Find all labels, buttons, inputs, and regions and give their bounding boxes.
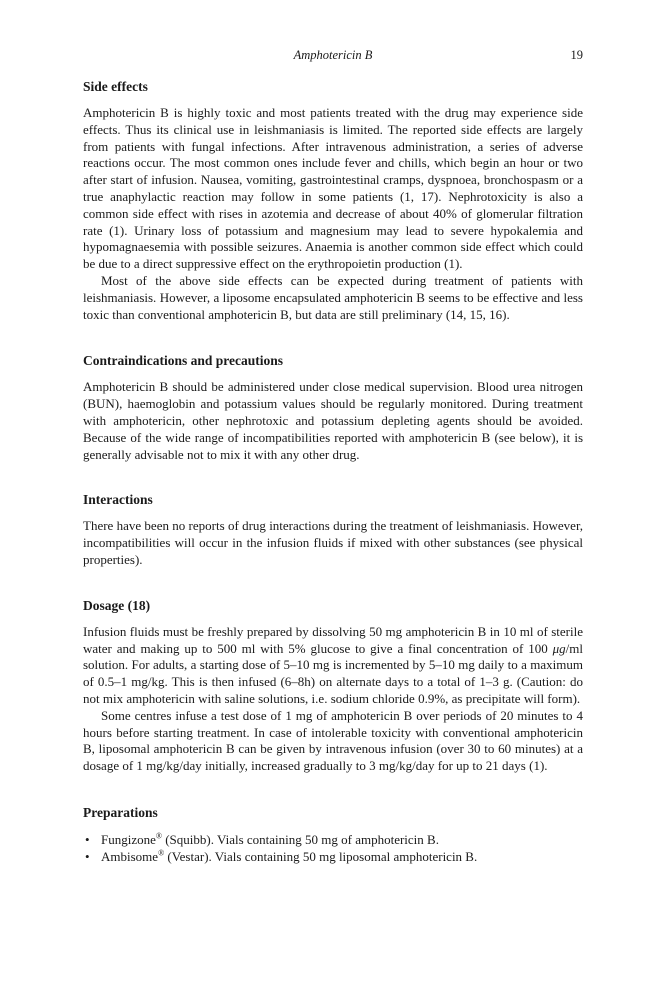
product-name: Ambisome	[101, 848, 159, 864]
section-heading: Dosage (18)	[83, 597, 151, 613]
section-heading: Contraindications and precautions	[83, 353, 284, 369]
section-interactions	[83, 492, 583, 568]
product-description: (Squibb). Vials containing 50 mg of amphotericin B.	[161, 831, 439, 847]
text-run: /ml solution. For adults, a starting dose of 5–10 mg is incremented by 5–10 mg daily to a maximum of 0.5–1 mg/kg. This is then infused (6–8h) on alternate days to a total of 1–3 g. (Caution: do not mix amphotericin with saline solutions, i.e. sodium chloride 0.9%, as precipitate will form).	[83, 640, 583, 706]
product-description: (Vestar). Vials containing 50 mg liposomal amphotericin B.	[164, 848, 478, 864]
paragraph: Amphotericin B should be administered under close medical supervision. Blood urea nitrogen (BUN), haemoglobin and potassium values should be regularly monitored. During treatment with amphotericin, other nephrotoxic and potassium depleting agents should be avoided. Because of the wide range of incompatibilities reported with amphotericin B (see below), it is generally advisable not to mix it with any other drug.	[83, 379, 583, 462]
text-run: Infusion fluids must be freshly prepared by dissolving 50 mg amphotericin B in 10 ml of sterile water and making up to 500 ml with 5% glucose to give a final concentration of 100	[83, 623, 583, 656]
section-heading: Interactions	[83, 492, 153, 508]
section-heading: Preparations	[83, 804, 158, 820]
product-name: Fungizone	[101, 831, 156, 847]
section-side-effects	[83, 79, 583, 323]
running-title: Amphotericin B	[293, 48, 373, 62]
list-item	[83, 831, 583, 848]
paragraph: There have been no reports of drug interactions during the treatment of leishmaniasis. However, incompatibilities will occur in the infusion fluids if mixed with other substances (see physical properties).	[83, 518, 583, 567]
paragraph: Most of the above side effects can be expected during treatment of patients with leishmaniasis. However, a liposome encapsulated amphotericin B seems to be effective and less toxic than conventional amphotericin B, but data are still preliminary (14, 15, 16).	[83, 272, 583, 322]
paragraph: Some centres infuse a test dose of 1 mg of amphotericin B over periods of 20 minutes to 4 hours before starting treatment. In case of intolerable toxicity with conventional amphotericin B, liposomal amphotericin B can be given by intravenous infusion (over 30 to 60 minutes) at a dosage of 1 mg/kg/day initially, increased gradually to 3 mg/kg/day for up to 21 days (1).	[83, 707, 583, 774]
document-page	[83, 46, 583, 865]
registered-mark: ®	[155, 831, 162, 841]
preparations-list	[83, 831, 583, 865]
unit-mu: μg	[552, 640, 566, 656]
section-preparations	[83, 805, 583, 865]
section-heading: Side effects	[83, 79, 148, 94]
paragraph	[83, 624, 583, 708]
section-contraindications	[83, 353, 583, 463]
running-header	[83, 46, 583, 66]
page-number: 19	[570, 48, 583, 62]
bullet-icon: •	[85, 831, 90, 847]
registered-mark: ®	[158, 848, 165, 858]
section-dosage	[83, 598, 583, 775]
bullet-icon: •	[85, 848, 90, 864]
list-item	[83, 848, 583, 865]
paragraph: Amphotericin B is highly toxic and most patients treated with the drug may experience side effects. Thus its clinical use in leishmaniasis is limited. The reported side effects are largely from patients with fungal infections. After intravenous administration, a series of adverse reactions occur. The most common ones include fever and chills, which begin an hour or two after start of infusion. Nausea, vomiting, gastrointestinal cramps, dyspnoea, bronchospasm or a true anaphylactic reaction may follow in some patients (1, 17). Nephrotoxicity is also a common side effect with rises in azotemia and decrease of about 40% of glomerular filtration rate (1). Urinary loss of potassium and magnesium may lead to severe hypokalemia and hypomagnaesemia with possible seizures. Anaemia is another common side effect which could be due to a direct suppressive effect on the erythropoietin production (1).	[83, 105, 583, 272]
